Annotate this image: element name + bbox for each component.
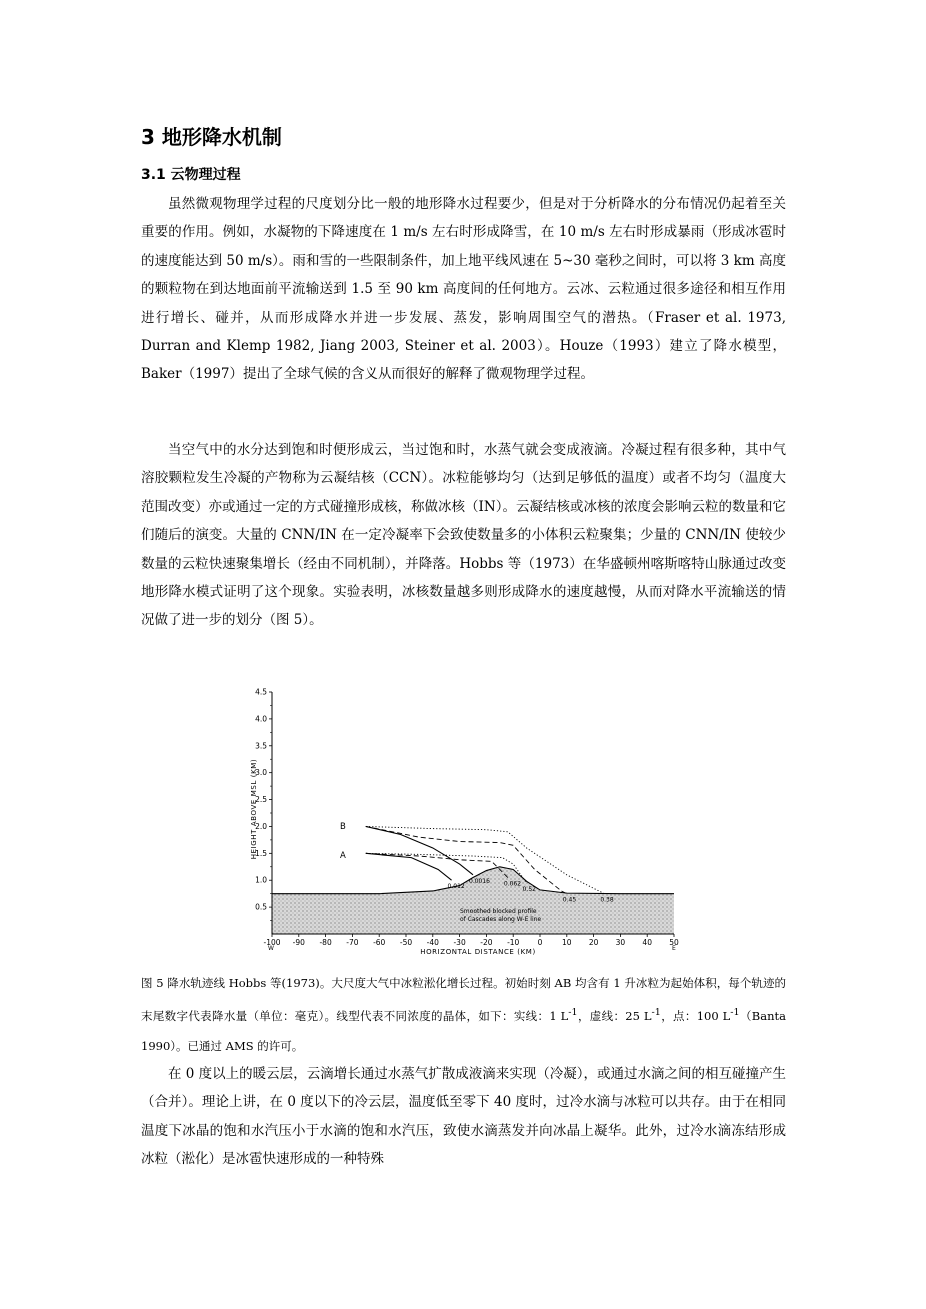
x-tick-label: -10 — [507, 938, 520, 947]
x-tick-label: 10 — [562, 938, 572, 947]
caption-sup-3: -1 — [730, 1007, 740, 1018]
caption-sup-1: -1 — [568, 1007, 578, 1018]
x-tick-label: -40 — [426, 938, 439, 947]
section-title: 3 地形降水机制 — [141, 125, 282, 149]
x-axis-label: HORIZONTAL DISTANCE (KM) — [420, 948, 536, 956]
x-tick-label: -20 — [480, 938, 493, 947]
y-tick-label: 2.5 — [255, 795, 267, 805]
terrain-label-line-2: of Cascades along W-E line — [460, 916, 542, 923]
figure-caption — [141, 968, 786, 1061]
series-line-1 — [366, 826, 562, 891]
x-tick-label: -30 — [453, 938, 466, 947]
x-axis-east-label: E — [672, 945, 676, 952]
x-tick-label: -60 — [373, 938, 386, 947]
y-tick-label: 2.0 — [255, 821, 267, 831]
caption-sup-2: -1 — [651, 1007, 661, 1018]
y-tick-label: 3.0 — [255, 768, 267, 778]
terrain-label-line-1: Smoothed blocked profile — [460, 908, 537, 915]
caption-main: 图 5 降水轨迹线 Hobbs 等(1973)。大尺度大气中冰粒淞化增长过程。初始时刻 AB 均含有 1 升冰粒为起始体积，每个轨迹的末尾数字代表降水量（单位：毫克）。线型代表不同浓度的晶体，如下：实线：1 L — [141, 976, 786, 1023]
caption-end: （Banta 1990）。已通过 AMS 的许可。 — [141, 1008, 786, 1053]
x-axis-west-label: W — [268, 945, 274, 952]
caption-mid: ，虚线：25 L — [577, 1008, 652, 1023]
x-tick-label: 20 — [588, 938, 599, 947]
series-end-label: 0.062 — [503, 880, 522, 888]
x-tick-label: 30 — [615, 938, 626, 947]
figure-5 — [238, 686, 688, 956]
series-end-label: 0.52 — [522, 885, 536, 893]
y-tick-label: 1.0 — [255, 875, 267, 885]
y-tick-label: 0.5 — [255, 902, 267, 912]
paragraph-3: 在 0 度以上的暖云层，云滴增长通过水蒸气扩散成液滴来实现（冷凝），或通过水滴之间的相互碰撞产生（合并）。理论上讲，在 0 度以下的冷云层，温度低至零下 40 度时，过冷水滴与冰粒可以共存。由于在相同温度下冰晶的饱和水汽压小于水滴的饱和水汽压，致使水滴蒸发并向冰晶上凝华。此外，过冷水滴冻结形成冰粒（淞化）是冰雹快速形成的一种特殊 — [141, 1066, 786, 1168]
series-end-label: 0.0016 — [469, 877, 490, 885]
x-tick-label: 40 — [642, 938, 652, 947]
series-end-label: 0.012 — [447, 883, 465, 891]
x-tick-label: -80 — [319, 938, 332, 947]
series-line-0 — [366, 826, 473, 874]
y-tick-label: 3.5 — [255, 741, 267, 751]
x-tick-label: -70 — [346, 938, 359, 947]
y-tick-label: 1.5 — [255, 848, 267, 858]
x-tick-label: -50 — [399, 938, 413, 947]
x-tick-label: -90 — [292, 938, 305, 947]
start-label-b: B — [340, 822, 346, 832]
series-line-3 — [366, 853, 452, 880]
series-end-label: 0.45 — [562, 896, 577, 904]
subsection-title: 3.1 云物理过程 — [141, 167, 241, 183]
x-tick-label: 50 — [669, 938, 679, 947]
paragraph-2: 当空气中的水分达到饱和时便形成云，当过饱和时，水蒸气就会变成液滴。冷凝过程有很多种，其中气溶胶颗粒发生冷凝的产物称为云凝结核（CCN）。冰粒能够均匀（达到足够低的温度）或者不均匀（温度大范围改变）亦或通过一定的方式碰撞形成核，称做冰核（IN）。云凝结核或冰核的浓度会影响云粒的数量和它们随后的演变。大量的 CNN/IN 在一定冷凝率下会致使数量多的小体积云粒聚集；少量的 CNN/IN 使较少数量的云粒快速聚集增长（经由不同机制），并降落。Hobbs 等（1973）在华盛顿州喀斯喀特山脉通过改变地形降水模式证明了这个现象。实验表明，冰核数量越多则形成降水的速度越慢，从而对降水平流输送的情况做了进一步的划分（图 5）。 — [141, 442, 786, 629]
y-tick-label: 4.5 — [255, 687, 267, 697]
trajectory-chart — [238, 686, 688, 956]
y-tick-label: 4.0 — [255, 714, 267, 724]
caption-mid2: ，点：100 L — [660, 1008, 731, 1023]
x-tick-label: 0 — [537, 938, 543, 947]
x-tick-label: -100 — [263, 938, 281, 947]
series-end-label: 0.38 — [600, 896, 614, 904]
start-label-a: A — [340, 851, 346, 861]
paragraph-1: 虽然微观物理学过程的尺度划分比一般的地形降水过程要少，但是对于分析降水的分布情况仍起着至关重要的作用。例如，水凝物的下降速度在 1 m/s 左右时形成降雪，在 10 m/s 左右时形成暴雨（形成冰雹时的速度能达到 50 m/s）。雨和雪的一些限制条件，加上地平线风速在 5~30 毫秒之间时，可以将 3 km 高度的颗粒物在到达地面前平流输送到 1.5 至 90 km 高度间的任何地方。云冰、云粒通过很多途径和相互作用进行增长、碰并，从而形成降水并进一步发展、蒸发，影响周围空气的潜热。（Fraser et al. 1973, Durran and Klemp 1982, Jiang 2003, Steiner et al. 2003）。Houze（1993）建立了降水模型，Baker（1997）提出了全球气候的含义从而很好的解释了微观物理学过程。 — [141, 196, 786, 383]
y-axis-label: HEIGHT ABOVE MSL (KM) — [250, 758, 258, 860]
